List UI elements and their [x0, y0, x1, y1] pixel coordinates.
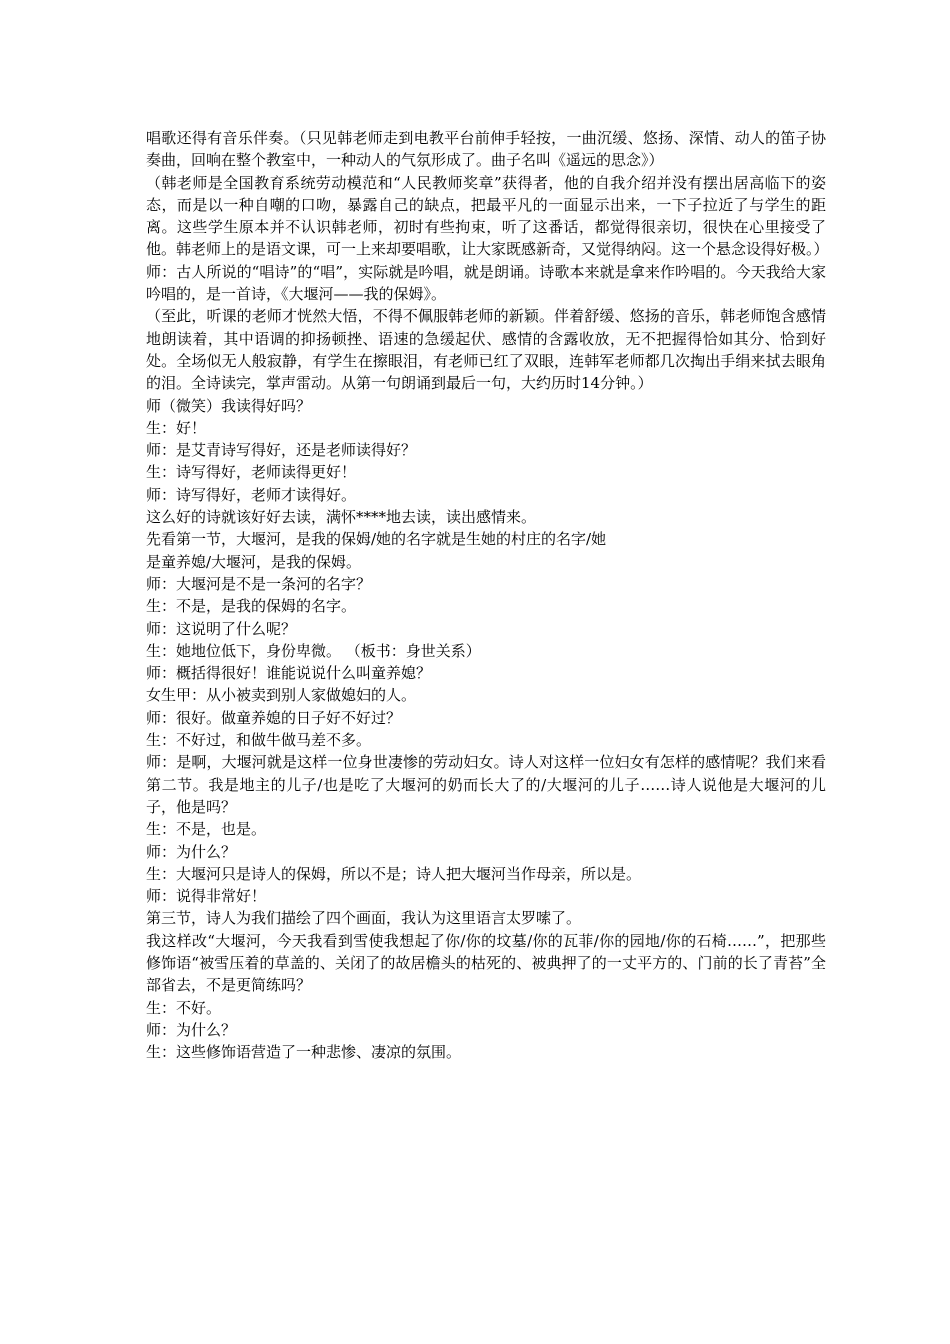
paragraph: 女生甲：从小被卖到别人家做媳妇的人。: [146, 686, 417, 705]
paragraph: 师：大堰河是不是一条河的名字？: [146, 574, 372, 593]
paragraph: 师：说得非常好！: [146, 887, 267, 906]
paragraph: 第三节，诗人为我们描绘了四个画面，我认为这里语言太罗嗦了。: [146, 909, 582, 928]
paragraph: 师（微笑）我读得好吗？: [146, 396, 312, 415]
paragraph: 师：为什么？: [146, 1020, 237, 1039]
paragraph: 这么好的诗就该好好去读，满怀****地去读，读出感情来。: [146, 508, 537, 527]
paragraph: 师：很好。做童养媳的日子好不好过？: [146, 708, 402, 727]
paragraph: 先看第一节，大堰河，是我的保姆/她的名字就是生她的村庄的名字/她: [146, 530, 607, 549]
paragraph: 师：为什么？: [146, 842, 237, 861]
paragraph: 生：这些修饰语营造了一种悲惨、凄凉的氛围。: [146, 1043, 462, 1062]
paragraph: 唱歌还得有音乐伴奏。（只见韩老师走到电教平台前伸手轻按，一曲沉缓、悠扬、深情、动人的笛子协奏曲，回响在整个教室中，一种动人的气氛形成了。曲子名叫《遥远的思念》）: [146, 129, 826, 170]
paragraph: 师：这说明了什么呢？: [146, 619, 297, 638]
paragraph: 师：古人所说的“唱诗”的“唱”，实际就是吟唱，就是朗诵。诗歌本来就是拿来作吟唱的。今天我给大家吟唱的，是一首诗，《大堰河——我的保姆》。: [146, 262, 826, 304]
paragraph: 生：不是，是我的保姆的名字。: [146, 597, 357, 616]
paragraph: 生：好！: [146, 418, 207, 437]
paragraph: 生：不是，也是。: [146, 820, 267, 839]
paragraph: 是童养媳/大堰河，是我的保姆。: [146, 552, 362, 571]
paragraph: 师：概括得很好！谁能说说什么叫童养媳？: [146, 664, 432, 683]
paragraph: 生：不好过，和做牛做马差不多。: [146, 731, 372, 750]
document-body: [146, 127, 829, 1063]
paragraph: （韩老师是全国教育系统劳动模范和“人民教师奖章”获得者，他的自我介绍并没有摆出居高临下的姿态，而是以一种自嘲的口吻，暴露自己的缺点，把最平凡的一面显示出来，一下子拉近了与学生的距离。这些学生原本并不认识韩老师，初时有些拘束，听了这番话，都觉得很亲切，很快在心里接受了他。韩老师上的是语文课，可一上来却要唱歌，让大家既感新奇，又觉得纳闷。这一个悬念设得好极。）: [146, 173, 829, 259]
paragraph: 生：她地位低下，身份卑微。 （板书：身世关系）: [146, 641, 481, 660]
paragraph: 我这样改“大堰河，今天我看到雪使我想起了你/你的坟墓/你的瓦菲/你的园地/你的石椅……”，把那些修饰语“被雪压着的草盖的、关闭了的故居檐头的枯死的、被典押了的一丈平方的、门前的长了青苔”全部省去，不是更简练吗？: [146, 931, 826, 995]
paragraph: （至此，听课的老师才恍然大悟，不得不佩服韩老师的新颖。伴着舒缓、悠扬的音乐，韩老师饱含感情地朗读着，其中语调的抑扬顿挫、语速的急缓起伏、感情的含露收放，无不把握得恰如其分、恰到好处。全场似无人般寂静，有学生在擦眼泪，有老师已红了双眼，连韩军老师都几次掏出手绢来拭去眼角的泪。全诗读完，掌声雷动。从第一句朗诵到最后一句，大约历时14分钟。）: [146, 307, 826, 393]
paragraph: 生：诗写得好，老师读得更好！: [146, 463, 357, 482]
paragraph: 生：大堰河只是诗人的保姆，所以不是；诗人把大堰河当作母亲，所以是。: [146, 864, 642, 883]
paragraph: 师：诗写得好，老师才读得好。: [146, 485, 357, 504]
paragraph: 师：是啊，大堰河就是这样一位身世凄惨的劳动妇女。诗人对这样一位妇女有怎样的感情呢？我们来看第二节。我是地主的儿子/也是吃了大堰河的奶而长大了的/大堰河的儿子……诗人说他是大堰河的儿子，他是吗？: [146, 753, 826, 816]
paragraph: 生：不好。: [146, 998, 222, 1017]
paragraph: 师：是艾青诗写得好，还是老师读得好？: [146, 441, 417, 460]
